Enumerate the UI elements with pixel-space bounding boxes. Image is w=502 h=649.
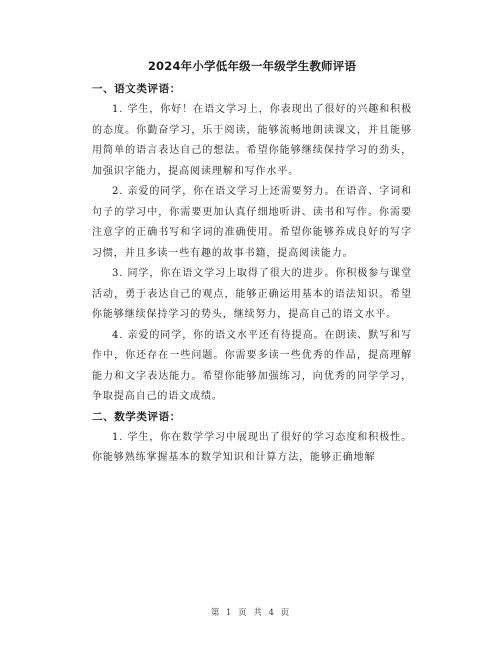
- section-math: [92, 410, 412, 469]
- section-chinese: [92, 82, 412, 408]
- paragraph: 2. 亲爱的同学，你在语文学习上还需要努力。在语音、字词和句子的学习中，你需要更加认真仔细地听讲、读书和写作。你需要注意字的正确书写和字词的准确使用。希望你能够养成良好的写字习惯，并且多读一些有趣的故事书籍，提高阅读能力。: [92, 186, 412, 259]
- section-heading: 二、数学类评语：: [92, 410, 181, 423]
- page-footer: 第 1 页 共 4 页: [210, 608, 292, 618]
- paragraph: 1. 学生，你在数学学习中展现出了很好的学习态度和积极性。你能够熟练掌握基本的数学知识和计算方法，能够正确地解: [92, 431, 412, 463]
- paragraph: 4. 亲爱的同学，你的语文水平还有待提高。在朗读、默写和写作中，你还存在一些问题。你需要多读一些优秀的作品，提高理解能力和文字表达能力。希望你能够加强练习，向优秀的同学学习，争取提高自己的语文成绩。: [92, 329, 412, 402]
- document-title: 2024年小学低年级一年级学生教师评语: [147, 59, 357, 73]
- paragraph: 1. 学生，你好！在语文学习上，你表现出了很好的兴趣和积极的态度。你勤奋学习，乐于阅读，能够流畅地朗读课文，并且能够用简单的语言表达自己的想法。希望你能够继续保持学习的劲头，加强识字能力，提高阅读理解和写作水平。: [92, 104, 412, 177]
- paragraph: 3. 同学，你在语文学习上取得了很大的进步。你积极参与课堂活动，勇于表达自己的观点，能够正确运用基本的语法知识。希望你能够继续保持学习的势头，继续努力，提高自己的语文水平。: [92, 268, 412, 320]
- section-heading: 一、语文类评语：: [92, 83, 181, 95]
- document-body: [92, 58, 412, 469]
